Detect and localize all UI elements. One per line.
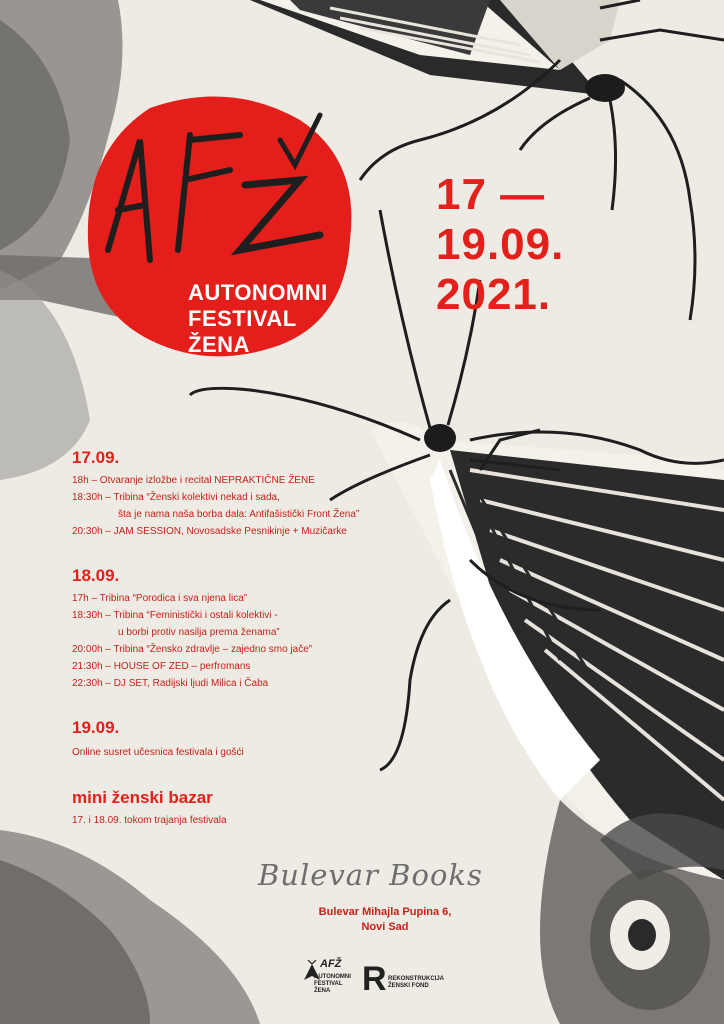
bazaar-text: 17. i 18.09. tokom trajanja festivala — [72, 815, 227, 826]
address-line: Novi Sad — [361, 921, 409, 933]
afz-footer-text — [314, 974, 351, 995]
schedule-item: 18h – Otvaranje izložbe i recital NEPRAKTIČNE ŽENE — [72, 475, 315, 486]
festival-name — [188, 280, 328, 358]
venue-address — [290, 905, 480, 935]
date-line: 19.09. — [436, 220, 565, 269]
schedule-item: 22:30h – DJ SET, Radijski ljudi Milica i Čaba — [72, 678, 269, 689]
schedule-item: 18:30h – Tribina “Feministički i ostali kolektivi - — [72, 610, 278, 621]
afz-mark: AFŽ — [320, 958, 342, 970]
schedule-item: 21:30h – HOUSE OF ZED – perfromans — [72, 661, 251, 672]
venue-name: Bulevar Books — [258, 858, 483, 892]
day-title: 19.09. — [72, 718, 120, 737]
bazaar-title: mini ženski bazar — [72, 788, 213, 807]
schedule-item: 17h – Tribina “Porodica i sva njena lica” — [72, 593, 248, 604]
day-schedule — [72, 744, 244, 761]
footer-line: ŽENA — [314, 988, 331, 994]
schedule-item: šta je nama naša borba dala: Antifašistički Front Žena” — [118, 509, 360, 520]
logo-line: FESTIVAL — [188, 306, 297, 331]
logo-line: AUTONOMNI — [188, 280, 328, 305]
footer-line: FESTIVAL — [314, 981, 343, 987]
rz-footer-text — [388, 976, 444, 990]
day-title: 18.09. — [72, 566, 120, 585]
day-title: 17.09. — [72, 448, 120, 467]
date-line: 17 — — [436, 170, 546, 219]
schedule-item: 20:30h – JAM SESSION, Novosadske Pesnikinje + Muzičarke — [72, 526, 347, 537]
footer-line: AUTONOMNI — [314, 974, 351, 980]
day-schedule — [72, 590, 312, 692]
date-line: 2021. — [436, 270, 552, 319]
schedule-item: 18:30h – Tribina “Ženski kolektivi nekad i sada, — [72, 492, 280, 503]
schedule-item: 20:00h – Tribina “Žensko zdravlje – zajedno smo jače” — [72, 644, 313, 655]
schedule-item: u borbi protiv nasilja prema ženama” — [118, 627, 280, 638]
festival-dates — [436, 170, 564, 320]
day-schedule — [72, 472, 359, 540]
schedule-item: Online susret učesnica festivala i gošći — [72, 747, 244, 758]
logo-line: ŽENA — [188, 332, 250, 357]
address-line: Bulevar Mihajla Pupina 6, — [318, 906, 452, 918]
rz-mark: R — [362, 960, 387, 998]
footer-line: ŽENSKI FOND — [388, 983, 429, 989]
footer-line: REKONSTRUKCIJA — [388, 976, 445, 982]
